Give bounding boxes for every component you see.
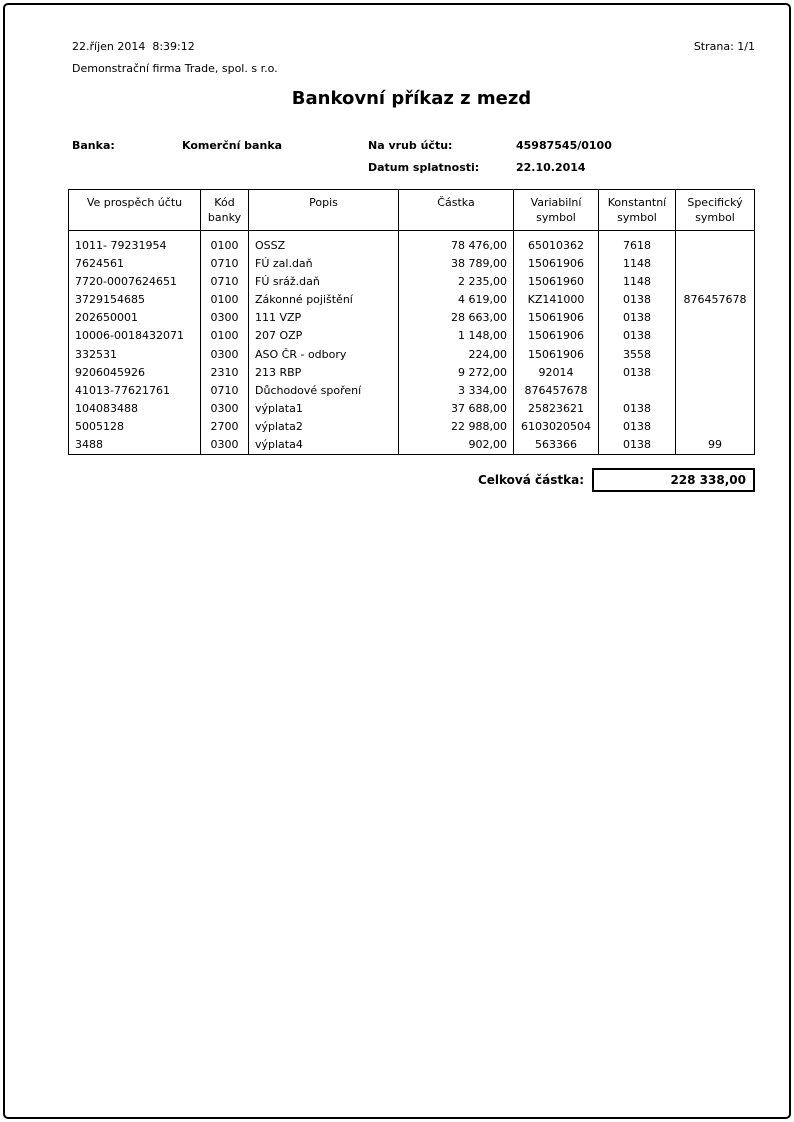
cell-account: 3729154685	[75, 293, 145, 307]
cell-amount: 4 619,00	[398, 291, 513, 309]
cell-constant-symbol: 0138	[598, 327, 675, 345]
cell-variable-symbol: 6103020504	[513, 418, 598, 436]
cell-specific-symbol: 99	[675, 436, 754, 454]
cell-variable-symbol: 92014	[513, 364, 598, 382]
report-title: Bankovní příkaz z mezd	[291, 88, 532, 109]
cell-description: Zákonné pojištění	[248, 291, 398, 309]
bank-value: Komerční banka	[182, 138, 283, 152]
cell-specific-symbol	[675, 327, 754, 345]
cell-description: FÚ zal.daň	[248, 255, 398, 273]
column-header-account: Ve prospěch účtu	[86, 196, 183, 209]
cell-description: FÚ sráž.daň	[248, 273, 398, 291]
report-datetime: 22.říjen 2014 8:39:12	[72, 40, 195, 53]
column-header-variable-symbol: Variabilní symbol	[513, 190, 598, 230]
table-row	[69, 309, 754, 327]
cell-amount: 3 334,00	[398, 382, 513, 400]
cell-constant-symbol	[598, 382, 675, 400]
cell-constant-symbol: 0138	[598, 436, 675, 454]
cell-amount: 22 988,00	[398, 418, 513, 436]
cell-account: 3488	[75, 438, 103, 452]
table-row	[69, 346, 754, 364]
company-name: Demonstrační firma Trade, spol. s r.o.	[72, 62, 278, 75]
cell-variable-symbol: 15061906	[513, 309, 598, 327]
cell-amount: 37 688,00	[398, 400, 513, 418]
cell-amount: 28 663,00	[398, 309, 513, 327]
cell-variable-symbol: 15061960	[513, 273, 598, 291]
table-row	[69, 418, 754, 436]
cell-amount: 224,00	[398, 346, 513, 364]
cell-constant-symbol: 1148	[598, 273, 675, 291]
cell-account: 1011- 79231954	[75, 239, 167, 252]
cell-bank-code: 0300	[200, 400, 248, 418]
cell-constant-symbol: 0138	[598, 400, 675, 418]
cell-specific-symbol	[675, 400, 754, 418]
table-row	[69, 400, 754, 418]
cell-amount: 9 272,00	[398, 364, 513, 382]
total-label: Celková částka:	[477, 473, 584, 487]
table-row	[69, 291, 754, 309]
cell-description: výplata2	[248, 418, 398, 436]
payments-table	[68, 189, 755, 455]
cell-description: 213 RBP	[248, 364, 398, 382]
cell-constant-symbol: 3558	[598, 346, 675, 364]
cell-constant-symbol: 0138	[598, 291, 675, 309]
cell-account: 10006-0018432071	[75, 329, 184, 343]
cell-amount: 2 235,00	[398, 273, 513, 291]
bank-label: Banka:	[72, 138, 115, 152]
table-row	[69, 436, 754, 454]
report-topbar	[72, 36, 755, 80]
cell-description: Důchodové spoření	[248, 382, 398, 400]
cell-bank-code: 0300	[200, 436, 248, 454]
cell-variable-symbol: 65010362	[513, 237, 598, 255]
cell-amount: 1 148,00	[398, 327, 513, 345]
column-header-specific-symbol: Specifický symbol	[675, 190, 754, 230]
cell-bank-code: 0710	[200, 382, 248, 400]
cell-account: 9206045926	[75, 365, 145, 379]
cell-variable-symbol: 563366	[513, 436, 598, 454]
table-row	[69, 273, 754, 291]
due-date-label: Datum splatnosti:	[368, 160, 480, 174]
cell-bank-code: 0710	[200, 273, 248, 291]
cell-constant-symbol: 7618	[598, 237, 675, 255]
cell-variable-symbol: 876457678	[513, 382, 598, 400]
table-row	[69, 237, 754, 255]
cell-specific-symbol	[675, 255, 754, 273]
cell-bank-code: 0300	[200, 309, 248, 327]
table-row	[69, 364, 754, 382]
table-row	[69, 327, 754, 345]
cell-bank-code: 2700	[200, 418, 248, 436]
cell-constant-symbol: 0138	[598, 418, 675, 436]
cell-amount: 38 789,00	[398, 255, 513, 273]
cell-account: 7624561	[75, 257, 124, 271]
topbar-left	[72, 36, 278, 80]
cell-specific-symbol	[675, 273, 754, 291]
cell-amount: 902,00	[398, 436, 513, 454]
table-header	[69, 190, 754, 231]
debit-account-label: Na vrub účtu:	[368, 138, 453, 152]
cell-bank-code: 0100	[200, 237, 248, 255]
page-indicator: Strana: 1/1	[693, 40, 755, 53]
cell-variable-symbol: 15061906	[513, 255, 598, 273]
cell-constant-symbol: 0138	[598, 309, 675, 327]
column-header-constant-symbol: Konstantní symbol	[598, 190, 675, 230]
cell-amount: 78 476,00	[398, 237, 513, 255]
table-row	[69, 255, 754, 273]
cell-variable-symbol: 25823621	[513, 400, 598, 418]
cell-specific-symbol	[675, 309, 754, 327]
debit-account-value: 45987545/0100	[516, 138, 612, 152]
cell-description: ASO ČR - odbory	[248, 346, 398, 364]
cell-specific-symbol	[675, 346, 754, 364]
cell-account: 7720-0007624651	[75, 275, 177, 289]
cell-bank-code: 2310	[200, 364, 248, 382]
column-header-bank-code: Kód banky	[200, 190, 248, 230]
cell-bank-code: 0100	[200, 327, 248, 345]
cell-constant-symbol: 1148	[598, 255, 675, 273]
cell-specific-symbol	[675, 364, 754, 382]
cell-account: 332531	[75, 347, 117, 361]
cell-description: 207 OZP	[248, 327, 398, 345]
column-header-amount: Částka	[398, 190, 513, 230]
total-amount: 228 338,00	[670, 473, 746, 487]
cell-bank-code: 0100	[200, 291, 248, 309]
cell-account: 104083488	[75, 401, 138, 415]
due-date-value: 22.10.2014	[516, 160, 586, 174]
cell-variable-symbol: 15061906	[513, 346, 598, 364]
cell-description: OSSZ	[248, 237, 398, 255]
table-body	[69, 231, 754, 454]
cell-account: 5005128	[75, 419, 124, 433]
cell-description: výplata4	[248, 436, 398, 454]
cell-bank-code: 0710	[200, 255, 248, 273]
cell-variable-symbol: 15061906	[513, 327, 598, 345]
total-amount-box	[592, 468, 755, 492]
column-header-description: Popis	[248, 190, 398, 230]
cell-description: 111 VZP	[248, 309, 398, 327]
table-row	[69, 382, 754, 400]
cell-specific-symbol	[675, 237, 754, 255]
total-row	[478, 468, 755, 492]
cell-constant-symbol: 0138	[598, 364, 675, 382]
cell-bank-code: 0300	[200, 346, 248, 364]
cell-specific-symbol: 876457678	[675, 291, 754, 309]
cell-account: 41013-77621761	[75, 383, 170, 397]
cell-description: výplata1	[248, 400, 398, 418]
cell-specific-symbol	[675, 382, 754, 400]
cell-variable-symbol: KZ141000	[513, 291, 598, 309]
cell-account: 202650001	[75, 311, 138, 325]
bank-info-block	[72, 134, 612, 178]
cell-specific-symbol	[675, 418, 754, 436]
